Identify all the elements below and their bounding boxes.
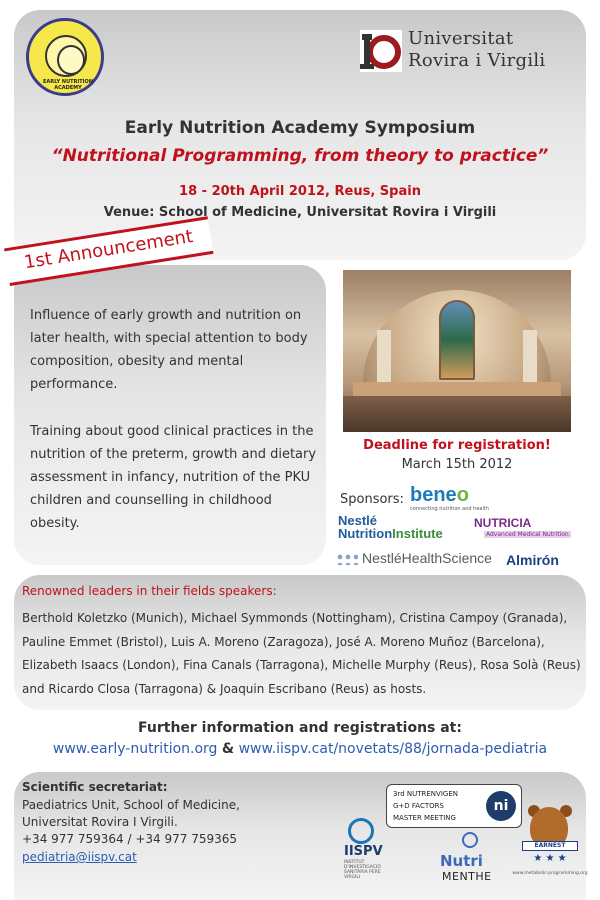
venue-photo (343, 270, 571, 432)
photo-ledge (353, 382, 561, 396)
further-info-heading: Further information and registrations at: (138, 720, 462, 736)
venue: Venue: School of Medicine, Universitat Rovira i Virgili (103, 205, 497, 220)
secretariat-heading: Scientific secretariat: (22, 780, 168, 794)
speakers-heading: Renowned leaders in their fields speakers: (22, 584, 277, 598)
deadline-label: Deadline for registration! (363, 438, 551, 453)
nutrimenthe-logo (440, 832, 510, 888)
menthe-text: MENTHE (442, 870, 492, 883)
photo-stained-window (439, 300, 475, 380)
iispv-logo (342, 818, 402, 882)
university-name-line-2: Rovira i Virgili (408, 50, 546, 71)
urv-logo-icon (360, 30, 402, 72)
beneo-text: bene (410, 484, 457, 506)
secretariat-email-link[interactable]: pediatria@iispv.cat (22, 850, 137, 864)
iispv-circle-icon (348, 818, 374, 844)
beneo-logo (410, 484, 469, 507)
secretariat-phones: +34 977 759364 / +34 977 759365 (22, 832, 238, 846)
body-paragraph-2: Training about good clinical practices in the nutrition of the preterm, growth and dietary assessment in infancy, nutrition of the PKU children and counselling in childhood obesity. (30, 424, 317, 531)
nutrenvigen-line-2: G+D FACTORS (393, 802, 444, 810)
nutrimenthe-figure-icon (462, 832, 478, 848)
nutrenvigen-badge-icon: ni (486, 791, 516, 821)
deadline-date: March 15th 2012 (401, 457, 513, 472)
secretariat-line-2: Universitat Rovira I Virgili. (22, 815, 178, 829)
early-nutrition-academy-logo (26, 18, 104, 96)
nhs-dots-icon (336, 553, 358, 565)
nestle-text: Nestlé (338, 513, 378, 528)
sponsors-label: Sponsors: (340, 492, 404, 507)
body-paragraph-1: Influence of early growth and nutrition on later health, with special attention to body composition, obesity and mental performance. (30, 308, 308, 392)
earnest-logo (512, 805, 588, 885)
university-name (408, 28, 546, 72)
photo-floor (343, 396, 571, 432)
eu-stars-icon: ★ ★ ★ (533, 853, 567, 864)
speakers-list: Berthold Koletzko (Munich), Michael Symmonds (Nottingham), Cristina Campoy (Granada), Pauline Emmet (Bristol), Luis A. Moreno (Zaragoza), José A. Moreno Muñoz (Barcelona), Elizabeth Isaacs (London), Fina Canals (Tarragona), Michelle Murphy (Reus), Rosa Solà (Reus) and Ricardo Closa (Tarragona) & Joaquin Escribano (Reus) as hosts. (22, 611, 581, 696)
links-row (0, 741, 600, 757)
iispv-link[interactable]: www.iispv.cat/novetats/88/jornada-pediatria (238, 741, 548, 757)
almiron-logo: Almirón (506, 552, 559, 568)
beneo-tagline: connecting nutrition and health (410, 506, 489, 512)
nestle-health-science-logo (336, 550, 492, 566)
nutricia-logo: NUTRICIA (474, 516, 532, 530)
early-nutrition-link[interactable]: www.early-nutrition.org (52, 741, 218, 757)
nestle-nutrition-institute-logo (338, 514, 443, 540)
event-dates: 18 - 20th April 2012, Reus, Spain (179, 184, 421, 199)
announcement-banner: 1st Announcement (4, 216, 213, 286)
nhs-text: NestléHealthScience (362, 550, 492, 566)
nutrition-text: Nutrition (338, 526, 393, 541)
iispv-name: IISPV (344, 844, 383, 859)
ena-logo-text: EARLY NUTRITION ACADEMY (43, 79, 93, 91)
earnest-url: www.metabolic-programming.org (512, 871, 588, 876)
symposium-title: Early Nutrition Academy Symposium (124, 118, 476, 138)
university-name-line-1: Universitat (408, 28, 514, 49)
beneo-o: o (456, 484, 469, 506)
symposium-subtitle: “Nutritional Programming, from theory to practice” (51, 146, 549, 166)
earnest-banner: EARNEST (522, 841, 578, 851)
nutrenvigen-line-1: 3rd NUTRENVIGEN (393, 790, 458, 798)
nutrenvigen-line-3: MASTER MEETING (393, 814, 456, 822)
nutri-text: Nutri (440, 852, 483, 870)
baby-face-icon (57, 45, 85, 75)
iispv-subtitle: INSTITUT D'INVESTIGACIÓ SANITÀRIA PERE VIRGILI (344, 860, 381, 880)
links-ampersand: & (221, 741, 235, 757)
secretariat-line-1: Paediatrics Unit, School of Medicine, (22, 798, 240, 812)
nutricia-tagline: Advanced Medical Nutrition (486, 531, 569, 538)
institute-text: Institute (392, 526, 443, 541)
nutrenvigen-logo (386, 784, 522, 828)
